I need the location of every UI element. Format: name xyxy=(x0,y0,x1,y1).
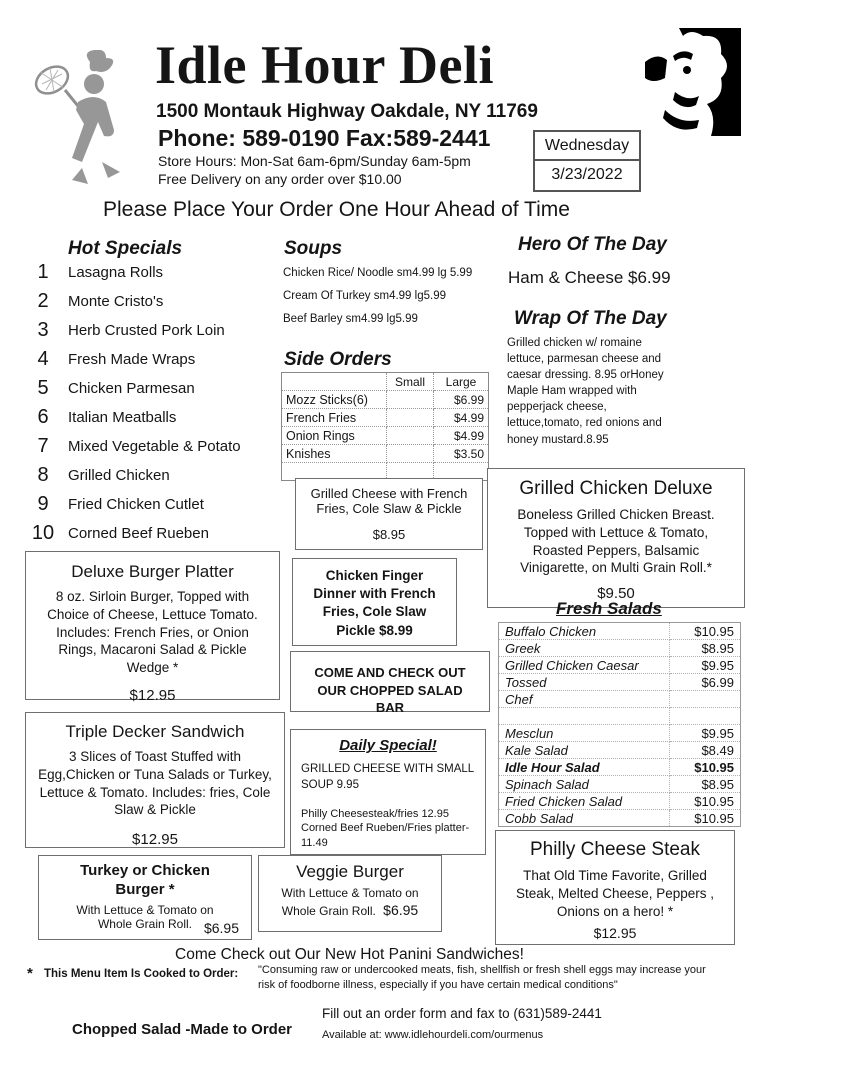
cooked-to-order-label: This Menu Item Is Cooked to Order: xyxy=(44,968,239,980)
list-item xyxy=(28,461,283,490)
hot-specials-heading: Hot Specials xyxy=(68,238,183,259)
column-header: Small xyxy=(387,373,434,391)
hot-specials-list xyxy=(28,258,283,548)
item-name: Mixed Vegetable & Potato xyxy=(68,438,241,455)
box-heading: Grilled Chicken Deluxe xyxy=(519,478,713,499)
box-description: Boneless Grilled Chicken Breast. Topped with Lettuce & Tomato, Roasted Peppers, Balsamic Vinigarette, on Multi Grain Roll.* xyxy=(517,507,715,576)
item-number: 10 xyxy=(31,522,55,544)
fresh-salads-table xyxy=(498,622,741,827)
store-hours: Store Hours: Mon-Sat 6am-6pm/Sunday 6am-5pm xyxy=(158,153,471,169)
list-item xyxy=(28,287,283,316)
portrait-photo xyxy=(645,28,741,141)
table-row: Buffalo Chicken $10.95 xyxy=(499,623,741,640)
date-box xyxy=(533,130,641,192)
item-number: 2 xyxy=(37,290,49,312)
order-ahead-notice: Please Place Your Order One Hour Ahead of Time xyxy=(103,198,570,221)
table-row: Mozz Sticks(6) $6.99 xyxy=(282,391,489,409)
side-orders-heading: Side Orders xyxy=(284,349,392,370)
list-item xyxy=(28,403,283,432)
table-row: Idle Hour Salad $10.95 xyxy=(499,759,741,776)
soup-item: Chicken Rice/ Noodle sm4.99 lg 5.99 xyxy=(283,267,473,279)
page-title: Idle Hour Deli xyxy=(155,35,495,95)
box-price: $12.95 xyxy=(129,687,176,705)
hero-item: Ham & Cheese $6.99 xyxy=(508,268,671,287)
box-heading: Daily Special! xyxy=(339,737,437,754)
box-description: 8 oz. Sirloin Burger, Topped with Choice of Cheese, Lettuce Tomato. Includes: French Fries, or Onion Rings, Macaroni Salad & Pickle Wedge * xyxy=(47,589,258,676)
table-row: Knishes $3.50 xyxy=(282,445,489,463)
fresh-salads-heading: Fresh Salads xyxy=(556,599,662,618)
item-name: Corned Beef Rueben xyxy=(68,525,209,542)
table-row xyxy=(499,708,741,725)
item-name: Lasagna Rolls xyxy=(68,264,164,281)
item-number: 8 xyxy=(37,464,49,486)
table-row: Greek $8.95 xyxy=(499,640,741,657)
website-note: Available at: www.idlehourdeli.com/ourmenus xyxy=(322,1029,544,1041)
table-row: Grilled Chicken Caesar $9.95 xyxy=(499,657,741,674)
fax-order-note: Fill out an order form and fax to (631)589-2441 xyxy=(322,1006,602,1021)
item-number: 5 xyxy=(37,377,49,399)
box-text: Chicken Finger Dinner with French Fries, Cole Slaw Pickle $8.99 xyxy=(313,568,436,638)
item-name: Grilled Chicken xyxy=(68,467,170,484)
box-price: $12.95 xyxy=(593,925,637,942)
weekday-label: Wednesday xyxy=(535,132,639,161)
box-heading: Deluxe Burger Platter xyxy=(71,562,234,581)
tennis-chef-clipart-icon xyxy=(28,50,140,193)
wrap-description: Grilled chicken w/ romaine lettuce, parmesan cheese and caesar dressing. 8.95 orHoney Maple Ham wrapped with pepperjack cheese, lettuce,tomato, red onions and honey mustard.8.95 xyxy=(507,337,664,446)
date-label: 3/23/2022 xyxy=(551,166,623,183)
item-name: Fried Chicken Cutlet xyxy=(68,496,204,513)
item-number: 1 xyxy=(37,261,49,283)
list-item xyxy=(28,432,283,461)
table-row: French Fries $4.99 xyxy=(282,409,489,427)
table-row: Chef xyxy=(499,691,741,708)
philly-cheese-steak-box xyxy=(495,830,735,945)
item-name: Chicken Parmesan xyxy=(68,380,195,397)
box-text: COME AND CHECK OUT OUR CHOPPED SALAD BAR xyxy=(314,665,466,716)
box-price: $6.95 xyxy=(383,902,419,919)
free-delivery-note: Free Delivery on any order over $10.00 xyxy=(158,171,402,187)
box-price: $8.95 xyxy=(372,527,406,542)
box-text: Grilled Cheese with French Fries, Cole Slaw & Pickle xyxy=(310,486,468,516)
box-description xyxy=(267,885,433,920)
soups-list xyxy=(283,262,473,331)
wrap-heading: Wrap Of The Day xyxy=(514,308,667,329)
box-price: $9.50 xyxy=(597,585,635,603)
list-item xyxy=(28,345,283,374)
table-row: Spinach Salad $8.95 xyxy=(499,776,741,793)
soups-heading: Soups xyxy=(284,238,343,259)
list-item xyxy=(28,316,283,345)
box-line: Corned Beef Rueben/Fries platter- 11.49 xyxy=(301,822,470,849)
salad-bar-box xyxy=(290,651,490,716)
column-header: Large xyxy=(434,373,489,391)
daily-special-box xyxy=(290,729,486,855)
side-orders-table xyxy=(281,372,489,481)
soup-item: Cream Of Turkey sm4.99 lg5.99 xyxy=(283,290,446,302)
box-description: That Old Time Favorite, Grilled Steak, Melted Cheese, Peppers , Onions on a hero! * xyxy=(515,868,715,919)
chopped-salad-note: Chopped Salad -Made to Order xyxy=(72,1021,293,1038)
chicken-finger-box xyxy=(292,558,457,646)
panini-announcement: Come Check out Our New Hot Panini Sandwiches! xyxy=(175,946,524,963)
box-description-text: With Lettuce & Tomato on Whole Grain Roll. xyxy=(281,886,419,919)
item-name: Monte Cristo's xyxy=(68,293,164,310)
table-row: Fried Chicken Salad $10.95 xyxy=(499,793,741,810)
item-number: 9 xyxy=(37,493,49,515)
table-row: Mesclun $9.95 xyxy=(499,725,741,742)
triple-decker-box xyxy=(25,712,285,848)
turkey-burger-box xyxy=(38,855,252,940)
item-number: 7 xyxy=(37,435,49,457)
hero-heading: Hero Of The Day xyxy=(518,234,667,255)
box-line: Philly Cheesesteak/fries 12.95 xyxy=(301,808,449,821)
veggie-burger-box xyxy=(258,855,442,932)
list-item xyxy=(28,519,283,548)
box-heading: Philly Cheese Steak xyxy=(529,839,701,860)
box-heading: Triple Decker Sandwich xyxy=(65,722,245,741)
box-price: $6.95 xyxy=(203,920,239,936)
item-number: 3 xyxy=(37,319,49,341)
list-item xyxy=(28,258,283,287)
item-number: 6 xyxy=(37,406,49,428)
box-price: $12.95 xyxy=(132,831,178,849)
health-disclaimer: "Consuming raw or undercooked meats, fish, shellfish or fresh shell eggs may increase your risk of foodborne illness, especially if you have certain medical conditions" xyxy=(258,964,706,991)
list-item xyxy=(28,374,283,403)
box-heading: Veggie Burger xyxy=(296,862,404,881)
soup-item: Beef Barley sm4.99 lg5.99 xyxy=(283,313,418,325)
box-description: 3 Slices of Toast Stuffed with Egg,Chicken or Tuna Salads or Turkey, Lettuce & Tomato. Includes: fries, Cole Slaw & Pickle xyxy=(38,749,272,818)
grilled-cheese-box xyxy=(295,478,483,550)
table-header-row xyxy=(282,373,489,391)
table-row: Onion Rings $4.99 xyxy=(282,427,489,445)
list-item xyxy=(28,490,283,519)
address-line: 1500 Montauk Highway Oakdale, NY 11769 xyxy=(156,101,538,122)
box-heading: Turkey or Chicken Burger * xyxy=(80,862,210,898)
table-row: Cobb Salad $10.95 xyxy=(499,810,741,827)
grilled-chicken-deluxe-box xyxy=(487,468,745,608)
box-description: With Lettuce & Tomato on Whole Grain Roll. xyxy=(76,902,214,931)
item-name: Herb Crusted Pork Loin xyxy=(68,322,225,339)
table-row: Kale Salad $8.49 xyxy=(499,742,741,759)
asterisk-mark: * xyxy=(27,965,33,982)
table-row: Tossed $6.99 xyxy=(499,674,741,691)
box-line: GRILLED CHEESE WITH SMALL SOUP 9.95 xyxy=(301,763,474,791)
phone-fax-line: Phone: 589-0190 Fax:589-2441 xyxy=(158,125,491,151)
item-name: Italian Meatballs xyxy=(68,409,177,426)
item-number: 4 xyxy=(37,348,49,370)
item-name: Fresh Made Wraps xyxy=(68,351,196,368)
deluxe-burger-box xyxy=(25,551,280,705)
